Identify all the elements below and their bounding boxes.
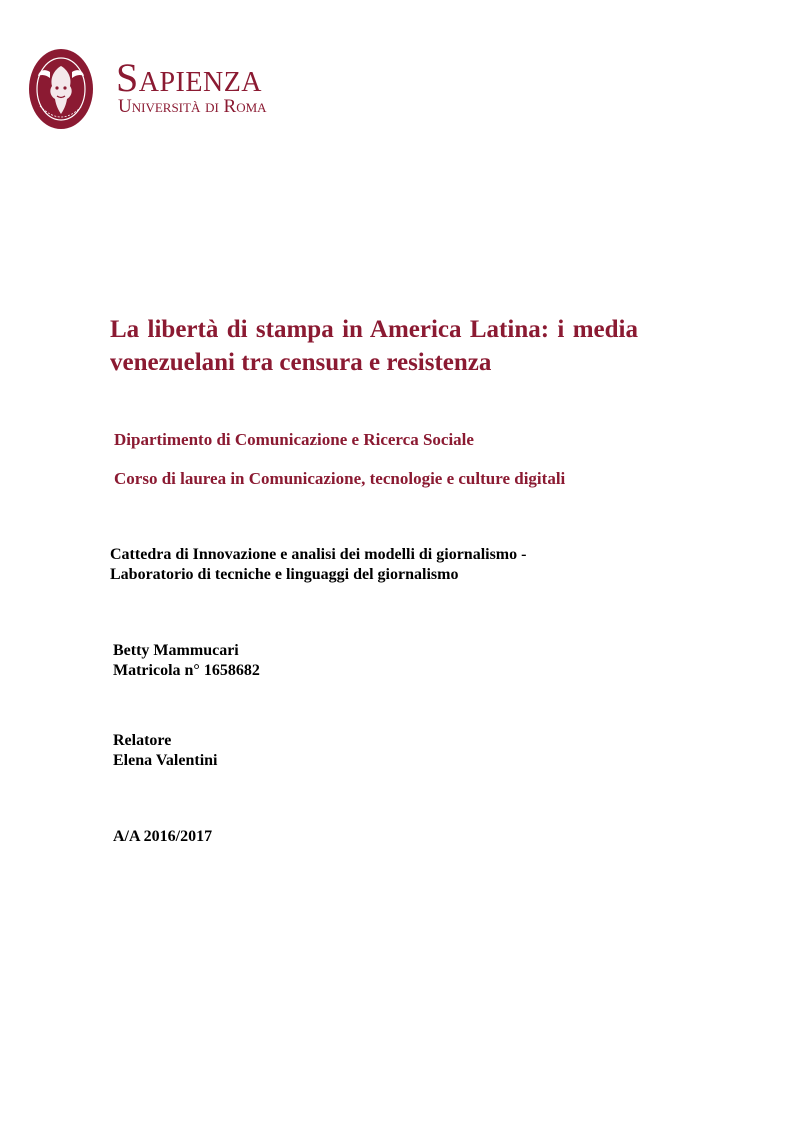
- thesis-title: La libertà di stampa in America Latina: i media venezuelani tra censura e resistenza: [110, 316, 638, 376]
- brand-name: Sapienza: [116, 55, 263, 100]
- brand-subtitle: Università di Roma: [118, 96, 267, 117]
- student-name: Betty Mammucari: [113, 642, 239, 659]
- chair-line-1: Cattedra di Innovazione e analisi dei modelli di giornalismo -: [110, 546, 527, 563]
- chair-line-2: Laboratorio di tecniche e linguaggi del giornalismo: [110, 566, 459, 583]
- student-matricola: Matricola n° 1658682: [113, 662, 260, 679]
- sapienza-seal-icon: [28, 48, 94, 130]
- university-logo: [28, 48, 298, 132]
- supervisor-label: Relatore: [113, 732, 172, 749]
- department: Dipartimento di Comunicazione e Ricerca Sociale: [114, 430, 474, 449]
- chair-block: [110, 545, 526, 585]
- degree-course: Corso di laurea in Comunicazione, tecnologie e culture digitali: [114, 469, 566, 488]
- student-block: [113, 641, 260, 681]
- academic-year: A/A 2016/2017: [113, 828, 213, 845]
- supervisor-block: [113, 731, 217, 771]
- supervisor-name: Elena Valentini: [113, 752, 218, 769]
